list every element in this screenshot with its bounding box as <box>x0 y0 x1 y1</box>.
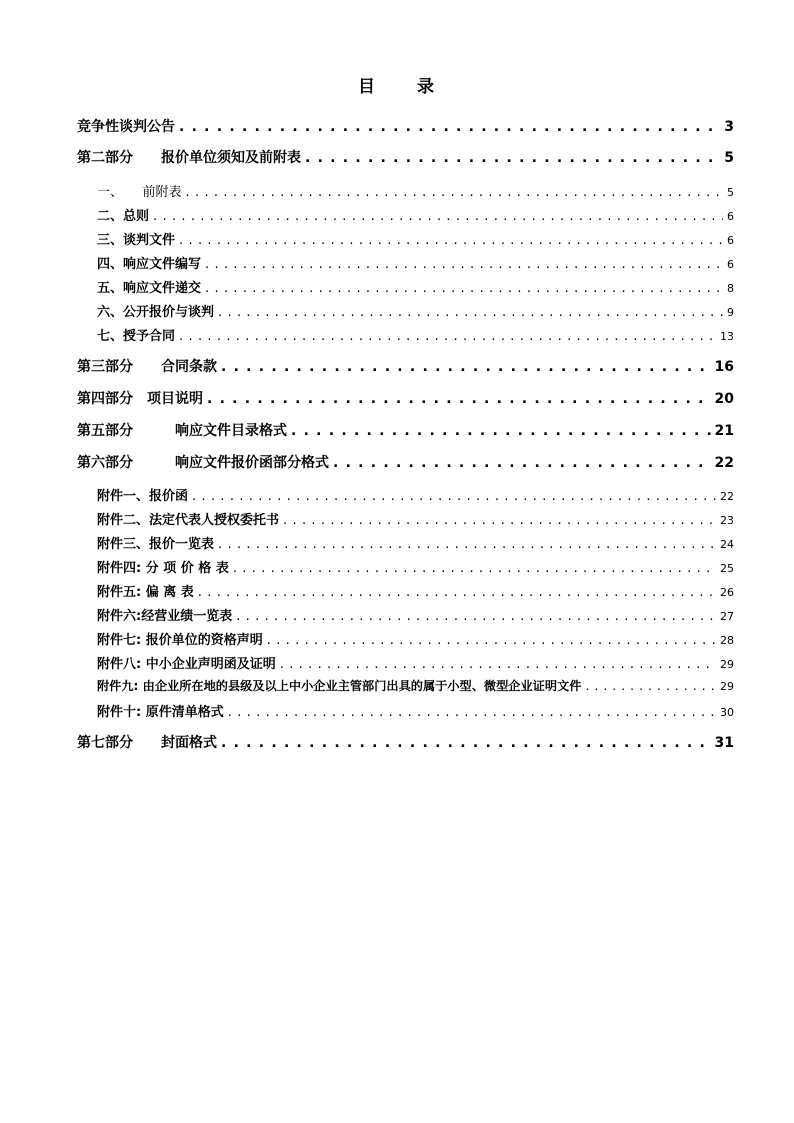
toc-entry-label: 第五部分 响应文件目录格式 <box>77 423 287 439</box>
toc-entry[interactable] <box>77 356 734 376</box>
toc-entry-page: 25 <box>720 562 734 575</box>
toc-leader-dots <box>218 305 723 320</box>
toc-leader-dots <box>283 513 716 528</box>
toc-leader-dots <box>585 679 716 693</box>
toc-entry-page: 9 <box>727 306 734 319</box>
toc-entry[interactable] <box>97 677 734 694</box>
toc-entry-page: 16 <box>714 359 734 375</box>
toc-entry-page: 22 <box>720 490 734 503</box>
toc-entry-page: 27 <box>720 610 734 623</box>
toc-entry-label: 三、谈判文件 <box>97 233 176 248</box>
toc-entry[interactable] <box>97 181 734 200</box>
toc-entry[interactable] <box>77 388 734 408</box>
toc-entry-page: 3 <box>724 119 734 135</box>
toc-entry-label: 第七部分 封面格式 <box>77 735 217 751</box>
toc-title-right: 录 <box>417 77 436 97</box>
toc-entry-page: 24 <box>720 538 734 551</box>
toc-leader-dots <box>291 423 711 439</box>
toc-entry[interactable] <box>77 452 734 472</box>
toc-leader-dots <box>207 391 711 407</box>
toc-entry[interactable] <box>97 533 734 552</box>
toc-entry-page: 13 <box>720 330 734 343</box>
toc-entry-page: 21 <box>714 423 734 439</box>
toc-entry-label: 附件二、法定代表人授权委托书 <box>97 513 280 528</box>
toc-leader-dots <box>233 561 716 576</box>
toc-leader-dots <box>267 633 716 648</box>
toc-leader-dots <box>205 281 723 296</box>
toc-entry-label: 附件六:经营业绩一览表 <box>97 609 233 624</box>
toc-entry[interactable] <box>97 325 734 344</box>
toc-entry-label: 五、响应文件递交 <box>97 281 202 296</box>
toc-entry[interactable] <box>77 420 734 440</box>
toc-entry[interactable] <box>97 557 734 576</box>
toc-leader-dots <box>179 233 723 248</box>
toc-entry[interactable] <box>97 605 734 624</box>
toc-title <box>0 72 794 97</box>
toc-leader-dots <box>198 585 716 600</box>
toc-title-left: 目 <box>358 77 377 97</box>
toc-entry-page: 30 <box>720 706 734 719</box>
toc-leader-dots <box>221 735 711 751</box>
toc-entry-label: 一、 前附表 <box>97 185 182 200</box>
toc-entry-page: 6 <box>727 234 734 247</box>
toc-entry-label: 附件三、报价一览表 <box>97 537 215 552</box>
toc-leader-dots <box>218 537 716 552</box>
toc-entry-page: 26 <box>720 586 734 599</box>
toc-entry-label: 第四部分 项目说明 <box>77 391 203 407</box>
toc-entry[interactable] <box>97 253 734 272</box>
toc-leader-dots <box>221 359 711 375</box>
toc-entry-label: 附件五: 偏 离 表 <box>97 585 194 600</box>
toc-entry[interactable] <box>97 229 734 248</box>
toc-entry[interactable] <box>97 653 734 672</box>
toc-entry-page: 20 <box>714 391 734 407</box>
toc-entry-label: 附件九: 由企业所在地的县级及以上中小企业主管部门出具的属于小型、微型企业证明文件 <box>97 679 582 693</box>
toc-entry-label: 二、总则 <box>97 209 150 224</box>
toc-leader-dots <box>280 657 716 672</box>
toc-leader-dots <box>333 455 711 471</box>
toc-entry-label: 竞争性谈判公告 <box>77 119 175 135</box>
toc-leader-dots <box>228 705 716 720</box>
toc-entry-page: 6 <box>727 258 734 271</box>
toc-leader-dots <box>236 609 716 624</box>
toc-entry-page: 5 <box>727 186 734 199</box>
toc-leader-dots <box>153 209 723 224</box>
toc-entry-label: 附件四: 分 项 价 格 表 <box>97 561 229 576</box>
toc-entry-label: 第六部分 响应文件报价函部分格式 <box>77 455 329 471</box>
toc-entry-page: 6 <box>727 210 734 223</box>
toc-entry[interactable] <box>77 116 734 136</box>
toc-leader-dots <box>305 150 720 166</box>
toc-entry-label: 第三部分 合同条款 <box>77 359 217 375</box>
toc-entry-page: 31 <box>714 735 734 751</box>
toc-entry-label: 第二部分 报价单位须知及前附表 <box>77 150 301 166</box>
toc-entry[interactable] <box>97 277 734 296</box>
toc-entry[interactable] <box>97 701 734 720</box>
toc-entry-page: 8 <box>727 282 734 295</box>
toc-entry-label: 附件八: 中小企业声明函及证明 <box>97 657 276 672</box>
toc-leader-dots <box>179 119 720 135</box>
toc-entry-page: 29 <box>720 680 734 693</box>
toc-entry-page: 29 <box>720 658 734 671</box>
toc-entry-page: 22 <box>714 455 734 471</box>
toc-leader-dots <box>179 329 716 344</box>
toc-entry-label: 七、授予合同 <box>97 329 176 344</box>
toc-entry-page: 23 <box>720 514 734 527</box>
toc-entry[interactable] <box>77 147 734 167</box>
toc-entry-label: 附件一、报价函 <box>97 489 189 504</box>
toc-entry[interactable] <box>97 205 734 224</box>
toc-entry-label: 六、公开报价与谈判 <box>97 305 215 320</box>
toc-entry-label: 四、响应文件编写 <box>97 257 202 272</box>
toc-entry-label: 附件十: 原件清单格式 <box>97 705 224 720</box>
toc-leader-dots <box>205 257 723 272</box>
toc-leader-dots <box>186 185 723 200</box>
toc-entry[interactable] <box>97 485 734 504</box>
toc-entry-label: 附件七: 报价单位的资格声明 <box>97 633 263 648</box>
toc-leader-dots <box>192 489 716 504</box>
toc-entry-page: 5 <box>724 150 734 166</box>
toc-entry-page: 28 <box>720 634 734 647</box>
toc-entry[interactable] <box>77 732 734 752</box>
toc-entry[interactable] <box>97 301 734 320</box>
toc-entry[interactable] <box>97 509 734 528</box>
toc-entry[interactable] <box>97 629 734 648</box>
toc-entry[interactable] <box>97 581 734 600</box>
